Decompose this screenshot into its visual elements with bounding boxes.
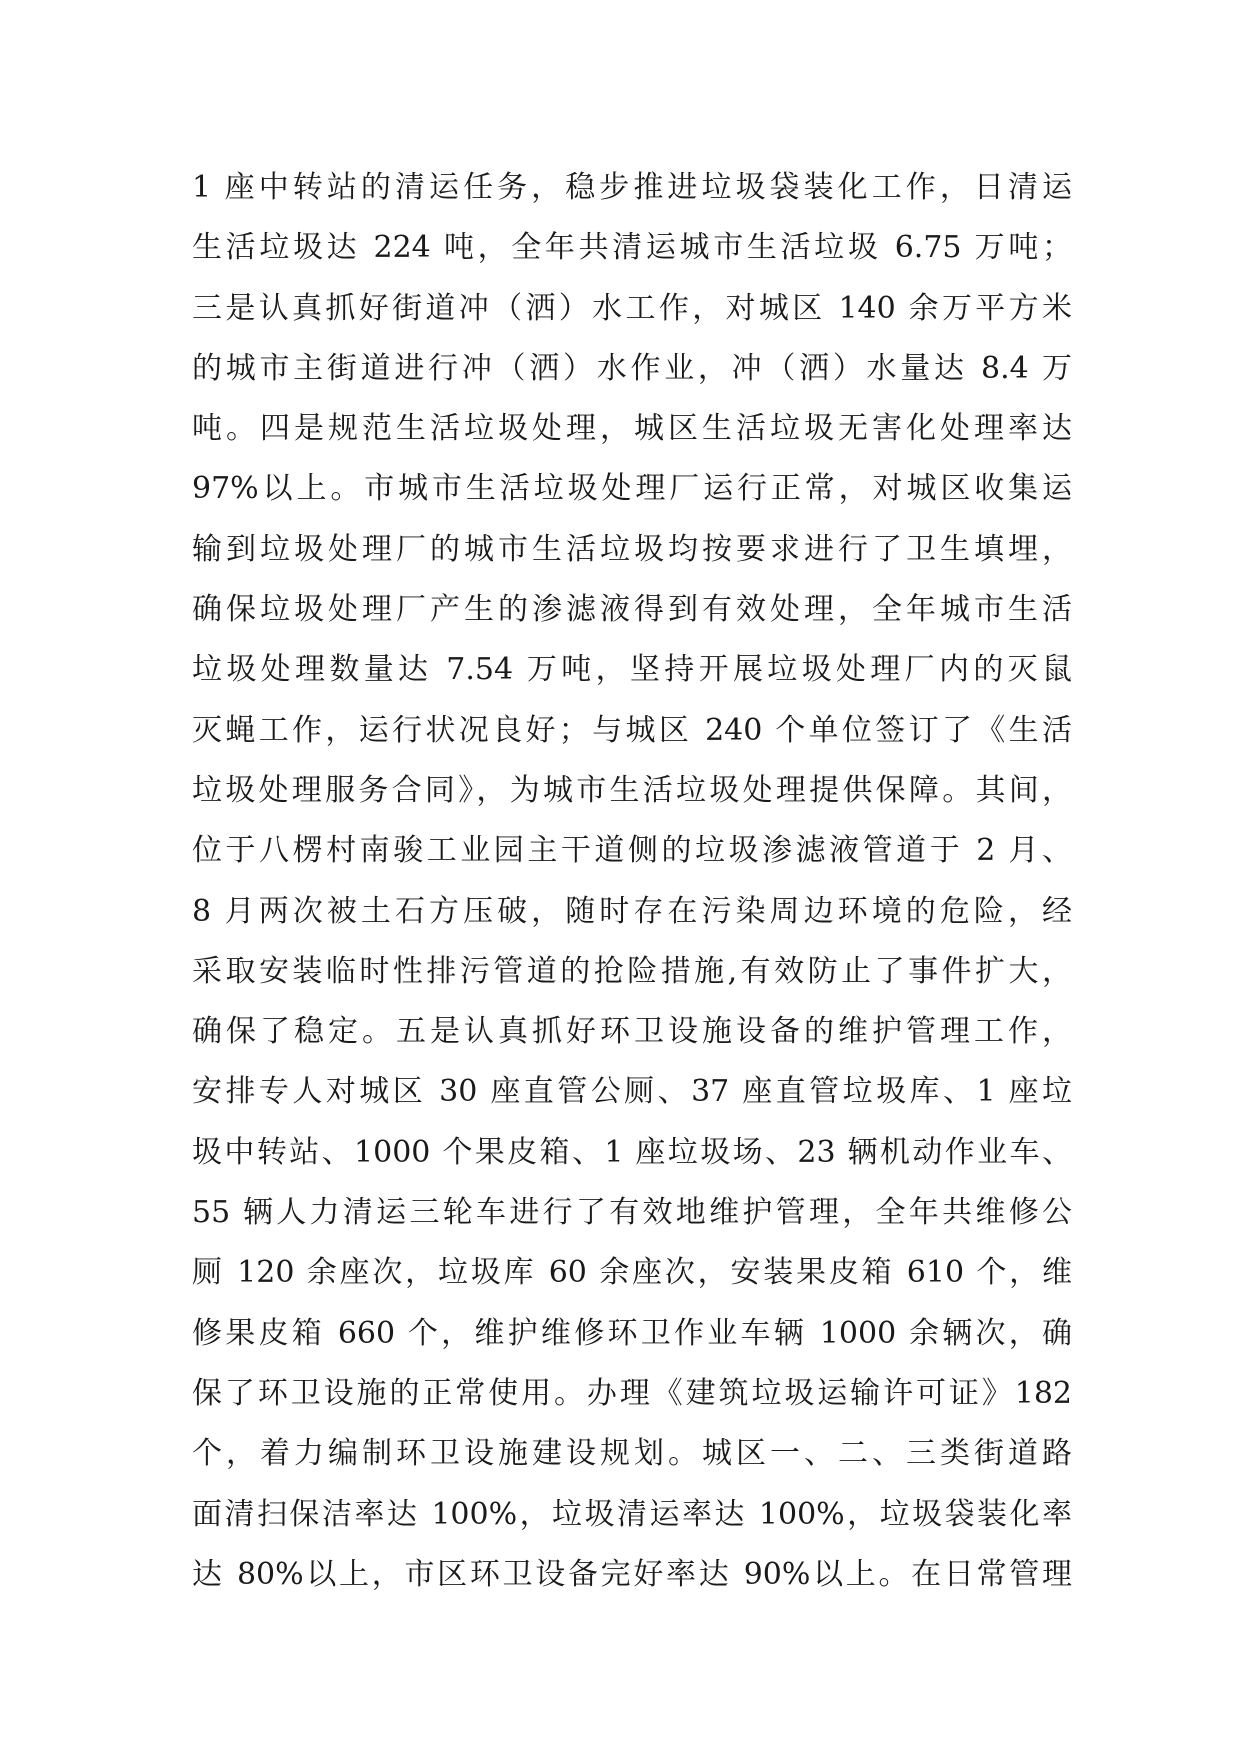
- text-line: 55 辆人力清运三轮车进行了有效地维护管理，全年共维修公: [192, 1195, 1072, 1231]
- text-line: 1 座中转站的清运任务，稳步推进垃圾袋装化工作，日清运: [192, 170, 1072, 205]
- text-line: 确保垃圾处理厂产生的渗滤液得到有效处理，全年城市生活: [192, 592, 1072, 628]
- text-line: 达 80%以上，市区环卫设备完好率达 90%以上。在日常管理: [192, 1556, 1072, 1592]
- text-line: 的城市主街道进行冲（洒）水作业，冲（洒）水量达 8.4 万: [192, 350, 1072, 386]
- text-line: 采取安装临时性排污管道的抢险措施,有效防止了事件扩大，: [192, 953, 1072, 989]
- text-line: 三是认真抓好街道冲（洒）水工作，对城区 140 余万平方米: [192, 290, 1072, 326]
- text-line: 生活垃圾达 224 吨，全年共清运城市生活垃圾 6.75 万吨；: [192, 230, 1072, 266]
- text-line: 吨。四是规范生活垃圾处理，城区生活垃圾无害化处理率达: [192, 411, 1072, 447]
- text-line: 垃圾处理数量达 7.54 万吨，坚持开展垃圾处理厂内的灭鼠: [192, 652, 1072, 688]
- body-paragraph: [192, 158, 1072, 1605]
- text-line: 确保了稳定。五是认真抓好环卫设施设备的维护管理工作，: [192, 1014, 1072, 1050]
- text-line: 保了环卫设施的正常使用。办理《建筑垃圾运输许可证》182: [192, 1375, 1072, 1411]
- text-line: 灭蝇工作，运行状况良好；与城区 240 个单位签订了《生活: [192, 712, 1072, 748]
- text-line: 位于八楞村南骏工业园主干道侧的垃圾渗滤液管道于 2 月、: [192, 833, 1072, 869]
- text-line: 个，着力编制环卫设施建设规划。城区一、二、三类街道路: [192, 1436, 1072, 1472]
- text-line: 圾中转站、1000 个果皮箱、1 座垃圾场、23 辆机动作业车、: [192, 1134, 1072, 1170]
- text-line: 面清扫保洁率达 100%，垃圾清运率达 100%，垃圾袋装化率: [192, 1496, 1072, 1532]
- text-line: 垃圾处理服务合同》，为城市生活垃圾处理提供保障。其间，: [192, 772, 1072, 808]
- text-line: 97%以上。市城市生活垃圾处理厂运行正常，对城区收集运: [192, 471, 1072, 507]
- text-line: 修果皮箱 660 个，维护维修环卫作业车辆 1000 余辆次，确: [192, 1315, 1072, 1351]
- text-line: 厕 120 余座次，垃圾库 60 余座次，安装果皮箱 610 个，维: [192, 1255, 1072, 1291]
- text-line: 输到垃圾处理厂的城市生活垃圾均按要求进行了卫生填埋，: [192, 531, 1072, 567]
- text-line: 8 月两次被土石方压破，随时存在污染周边环境的危险，经: [192, 893, 1072, 929]
- text-line: 安排专人对城区 30 座直管公厕、37 座直管垃圾库、1 座垃: [192, 1074, 1072, 1110]
